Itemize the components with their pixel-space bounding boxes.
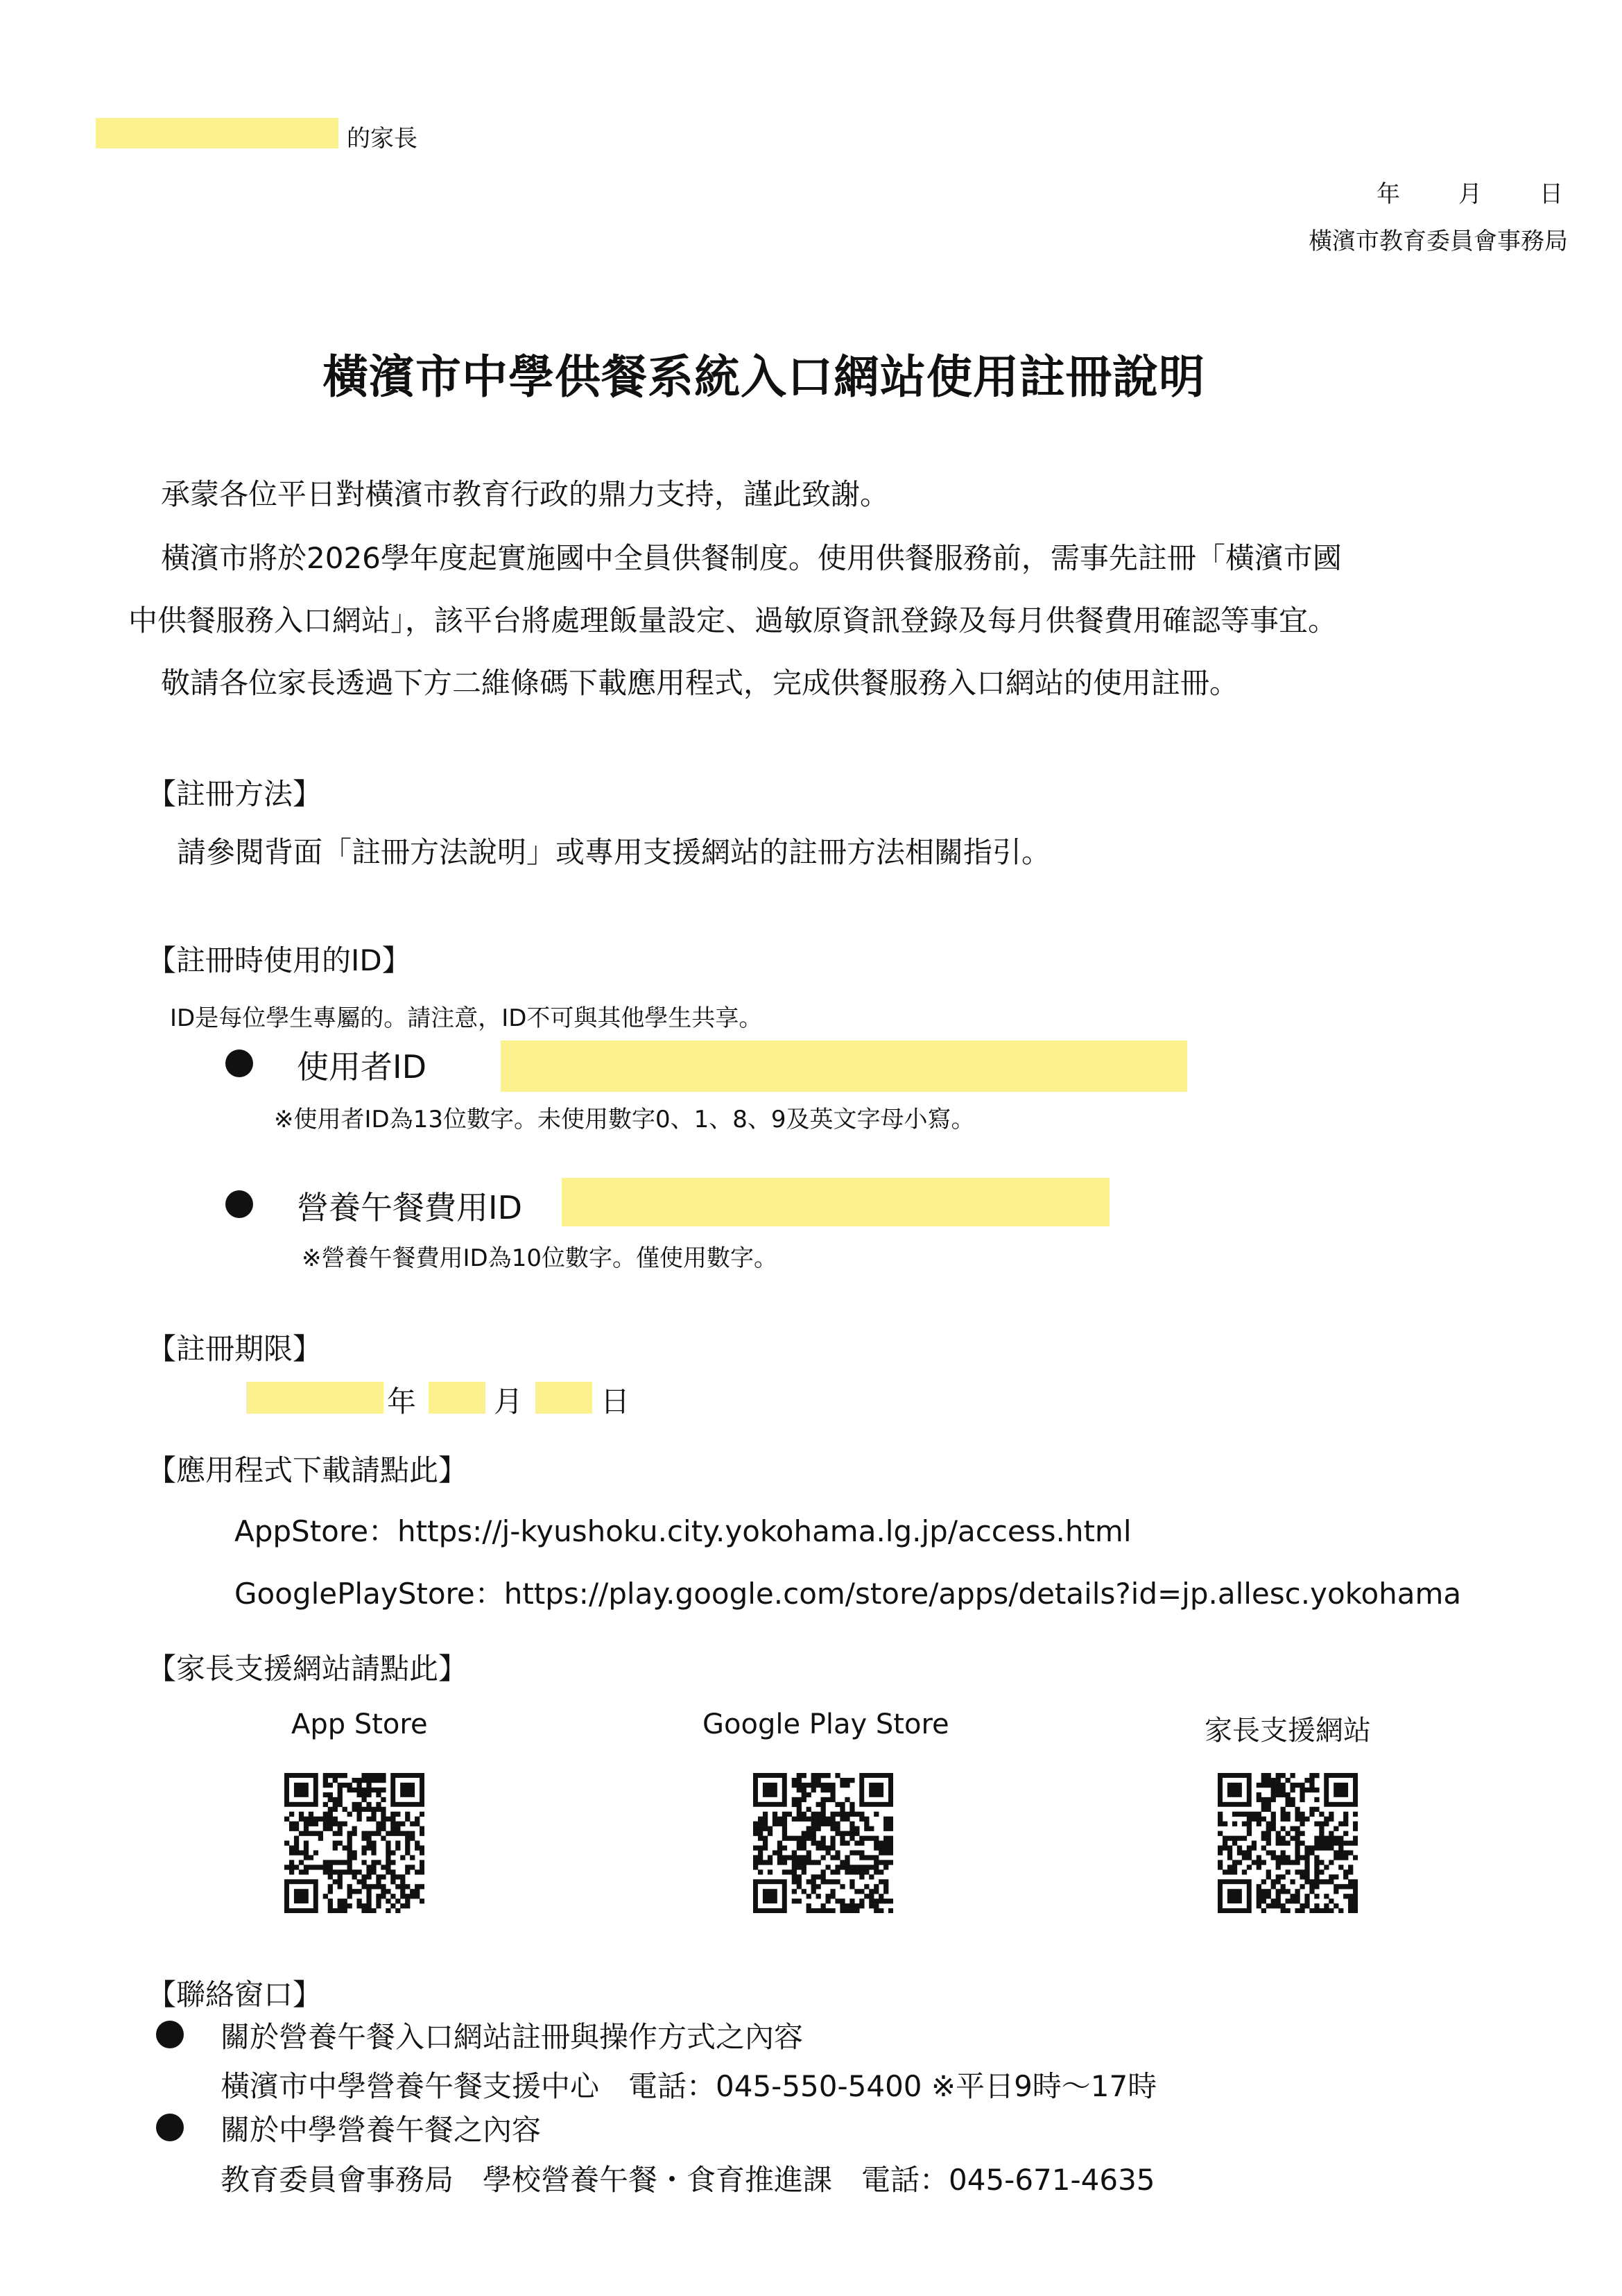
- qr-code-support-site-icon[interactable]: [1218, 1773, 1358, 1913]
- date-day: 日: [1539, 180, 1563, 208]
- lunch-fee-id-field[interactable]: [562, 1178, 1110, 1226]
- intro-paragraph-2b: 中供餐服務入口網站」，該平台將處理飯量設定、過敏原資訊登錄及每月供餐費用確認等事宜。: [128, 603, 1338, 637]
- deadline-year-field[interactable]: [246, 1382, 383, 1414]
- contact-item-1-detail: 橫濱市中學營養午餐支援中心 電話：045-550-5400 ※平日9時～17時: [221, 2069, 1157, 2103]
- lunch-fee-id-note: ※營養午餐費用ID為10位數字。僅使用數字。: [302, 1244, 777, 1272]
- intro-paragraph-3: 敬請各位家長透過下方二維條碼下載應用程式，完成供餐服務入口網站的使用註冊。: [161, 666, 1239, 700]
- deadline-day-field[interactable]: [535, 1382, 592, 1414]
- user-id-field[interactable]: [501, 1040, 1187, 1092]
- recipient-suffix: 的家長: [347, 125, 417, 153]
- contact-item-1-title: 關於營養午餐入口網站註冊與操作方式之內容: [221, 2020, 804, 2054]
- deadline-month-field[interactable]: [429, 1382, 485, 1414]
- date-year: 年: [1377, 180, 1400, 208]
- download-heading: 【應用程式下載請點此】: [147, 1453, 468, 1487]
- bullet-icon: [225, 1050, 253, 1077]
- registration-id-note: ID是每位學生專屬的。請注意，ID不可與其他學生共享。: [170, 1004, 763, 1032]
- intro-paragraph-2a: 橫濱市將於2026學年度起實施國中全員供餐制度。使用供餐服務前，需事先註冊「橫濱市國: [161, 541, 1342, 575]
- registration-method-heading: 【註冊方法】: [147, 777, 322, 811]
- contact-item-2-title: 關於中學營養午餐之內容: [221, 2113, 542, 2147]
- appstore-link[interactable]: AppStore：https://j-kyushoku.city.yokohama.lg.jp/access.html: [234, 1514, 1132, 1548]
- page-title: 橫濱市中學供餐系統入口網站使用註冊說明: [322, 350, 1205, 404]
- user-id-label: 使用者ID: [297, 1048, 426, 1086]
- lunch-fee-id-label: 營養午餐費用ID: [297, 1189, 522, 1226]
- deadline-day-unit: 日: [601, 1385, 630, 1419]
- issuer: 橫濱市教育委員會事務局: [1309, 228, 1568, 255]
- date-month: 月: [1458, 180, 1482, 208]
- registration-id-heading: 【註冊時使用的ID】: [147, 943, 411, 977]
- deadline-month-unit: 月: [494, 1385, 524, 1419]
- bullet-icon: [225, 1190, 253, 1218]
- contact-heading: 【聯絡窗口】: [147, 1978, 322, 2012]
- bullet-icon: [156, 2114, 184, 2141]
- qr-code-googleplay-icon[interactable]: [753, 1773, 893, 1913]
- intro-paragraph-1: 承蒙各位平日對橫濱市教育行政的鼎力支持，謹此致謝。: [161, 477, 890, 511]
- deadline-year-unit: 年: [387, 1385, 417, 1419]
- support-heading: 【家長支援網站請點此】: [147, 1652, 468, 1686]
- qr-label-googleplay: Google Play Store: [702, 1708, 949, 1740]
- deadline-heading: 【註冊期限】: [147, 1332, 322, 1366]
- qr-label-appstore: App Store: [291, 1708, 428, 1740]
- recipient-name-field[interactable]: [96, 118, 338, 148]
- qr-code-appstore-icon[interactable]: [284, 1773, 424, 1913]
- googleplay-link[interactable]: GooglePlayStore：https://play.google.com/store/apps/details?id=jp.allesc.yokohama: [234, 1577, 1462, 1611]
- bullet-icon: [156, 2021, 184, 2048]
- user-id-note: ※使用者ID為13位數字。未使用數字0、1、8、9及英文字母小寫。: [274, 1106, 975, 1133]
- registration-method-text: 請參閱背面「註冊方法說明」或專用支援網站的註冊方法相關指引。: [177, 835, 1051, 869]
- contact-item-2-detail: 教育委員會事務局 學校營養午餐・食育推進課 電話：045-671-4635: [221, 2163, 1155, 2197]
- qr-label-support-site: 家長支援網站: [1205, 1715, 1371, 1747]
